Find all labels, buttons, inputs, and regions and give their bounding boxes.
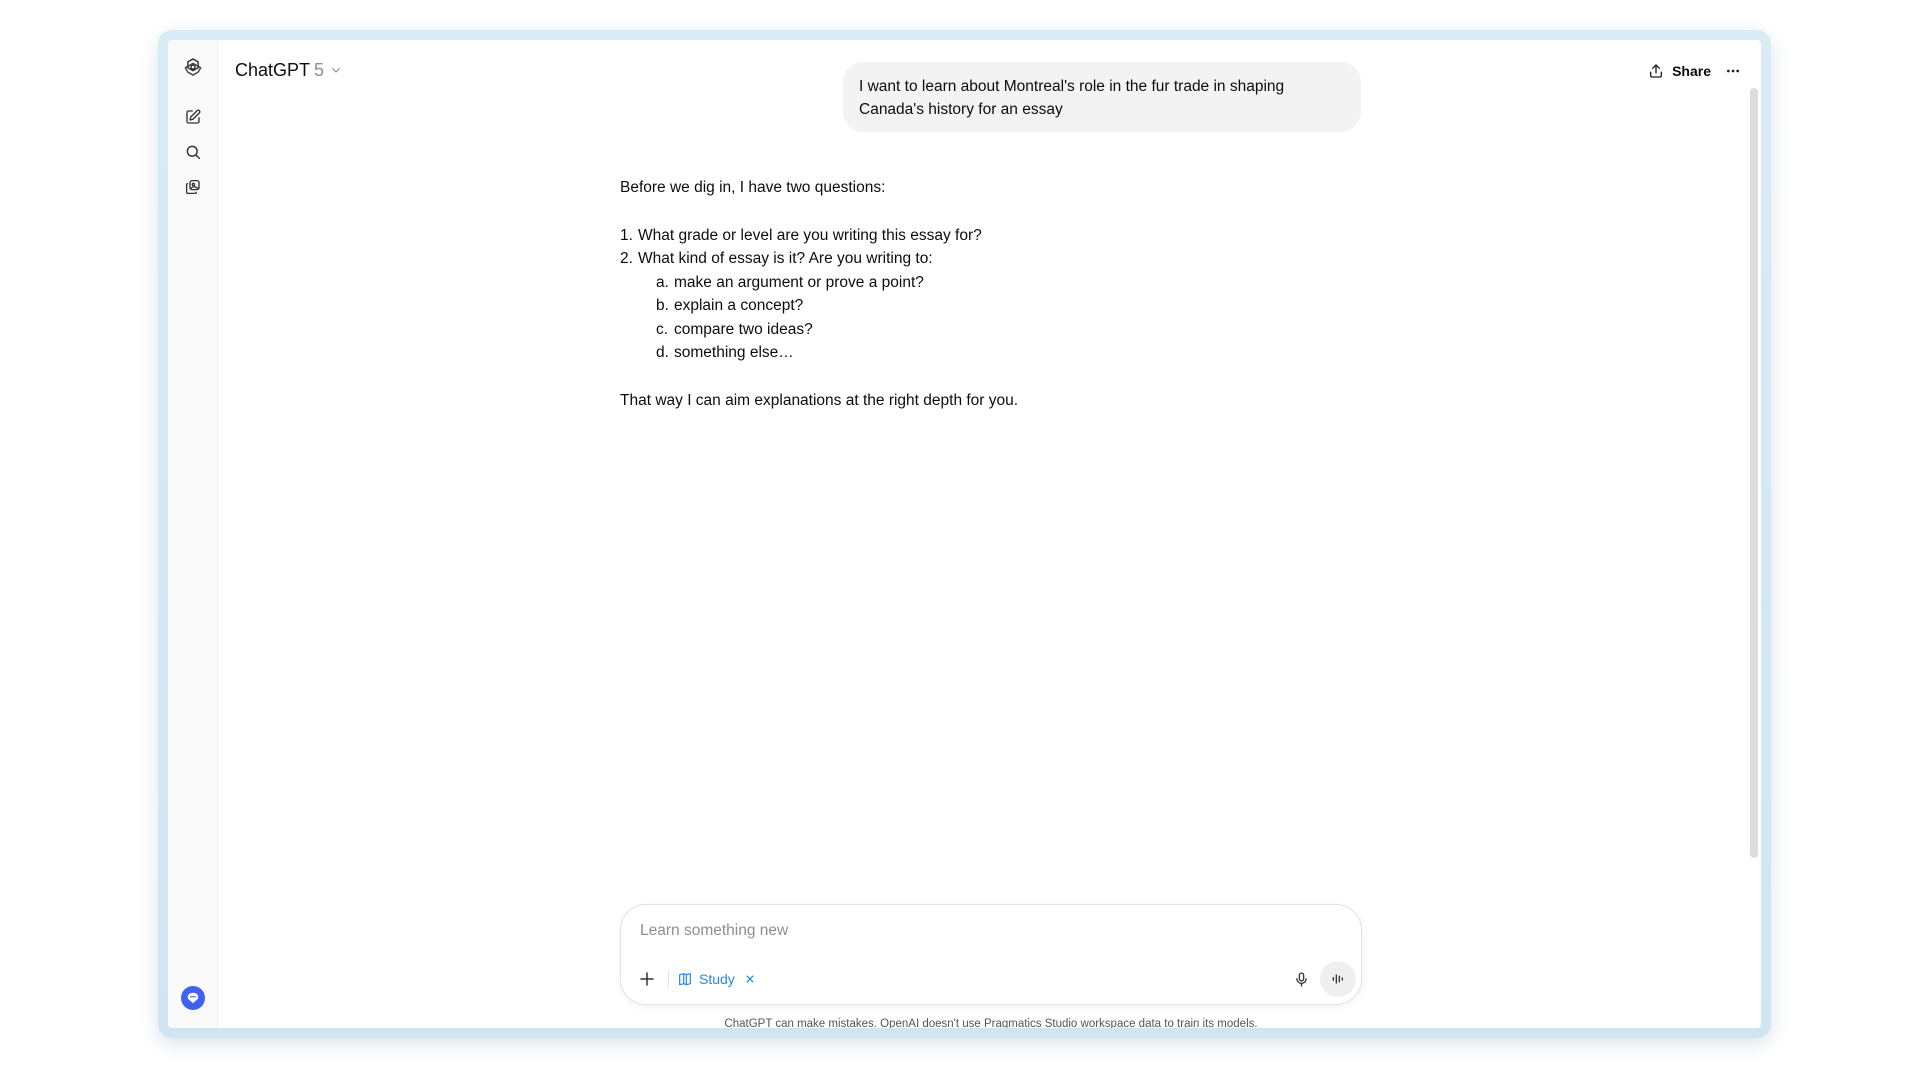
scrollbar-thumb[interactable] — [1750, 88, 1758, 858]
scrollbar[interactable] — [1750, 88, 1758, 858]
sub-list-item-text: make an argument or prove a point? — [674, 273, 924, 291]
composer — [620, 904, 1362, 1005]
sub-list-item-text: explain a concept? — [674, 297, 804, 314]
ellipsis-icon — [1725, 63, 1741, 79]
study-mode-chip[interactable] — [677, 966, 755, 992]
share-icon — [1648, 63, 1664, 79]
microphone-icon — [1293, 971, 1310, 988]
dictate-button[interactable] — [1287, 965, 1315, 993]
app-window — [168, 40, 1761, 1028]
assistant-message — [620, 176, 1360, 436]
voice-mode-button[interactable] — [1320, 961, 1356, 997]
plus-icon — [638, 970, 656, 988]
study-chip-label: Study — [699, 971, 735, 987]
share-button[interactable] — [1648, 57, 1711, 85]
list-letter: a. — [656, 273, 669, 291]
list-item-text: What grade or level are you writing this essay for? — [638, 226, 982, 244]
list-item — [620, 224, 1360, 248]
sub-list-item-text: something else… — [674, 344, 794, 361]
list-item-text: What kind of essay is it? Are you writing to: — [638, 250, 933, 267]
sidebar — [168, 40, 218, 1028]
sub-list-item — [656, 318, 1360, 342]
sub-list-item — [656, 341, 1360, 365]
share-label: Share — [1672, 63, 1711, 79]
new-chat-icon[interactable] — [179, 103, 207, 131]
more-options-button[interactable] — [1719, 57, 1747, 85]
composer-divider — [668, 971, 669, 987]
sub-list-item — [656, 294, 1360, 318]
user-message-bubble — [843, 62, 1361, 132]
list-number: 1. — [620, 226, 633, 244]
close-icon[interactable] — [745, 974, 755, 984]
library-icon[interactable] — [179, 173, 207, 201]
list-letter: d. — [656, 344, 669, 361]
list-letter: c. — [656, 320, 669, 338]
book-icon — [677, 971, 693, 987]
list-number: 2. — [620, 250, 633, 267]
prompt-input[interactable] — [640, 919, 1280, 943]
disclaimer-text: ChatGPT can make mistakes. OpenAI doesn't use Pragmatics Studio workspace data to train its models. — [724, 1018, 1258, 1028]
list-item — [620, 247, 1360, 365]
chevron-down-icon — [330, 64, 342, 76]
waveform-icon — [1330, 971, 1346, 987]
question-list — [620, 224, 1360, 365]
assistant-closing: That way I can aim explanations at the right depth for you. — [620, 391, 1019, 409]
model-switcher[interactable] — [235, 56, 342, 84]
profile-badge-icon — [186, 991, 200, 1005]
assistant-intro: Before we dig in, I have two questions: — [620, 179, 886, 196]
sub-list-item — [656, 271, 1360, 295]
option-list — [620, 271, 1360, 365]
user-message-text: I want to learn about Montreal's role in the fur trade in shaping Canada's history for an essay — [859, 78, 1285, 118]
list-letter: b. — [656, 297, 669, 314]
model-name: ChatGPT — [235, 59, 311, 80]
add-attachment-button[interactable] — [633, 965, 661, 993]
search-icon[interactable] — [179, 138, 207, 166]
openai-logo-icon[interactable] — [179, 53, 207, 81]
profile-avatar[interactable] — [181, 986, 205, 1010]
sub-list-item-text: compare two ideas? — [674, 320, 813, 338]
model-version: 5 — [314, 59, 325, 80]
app-window-frame — [158, 30, 1771, 1038]
